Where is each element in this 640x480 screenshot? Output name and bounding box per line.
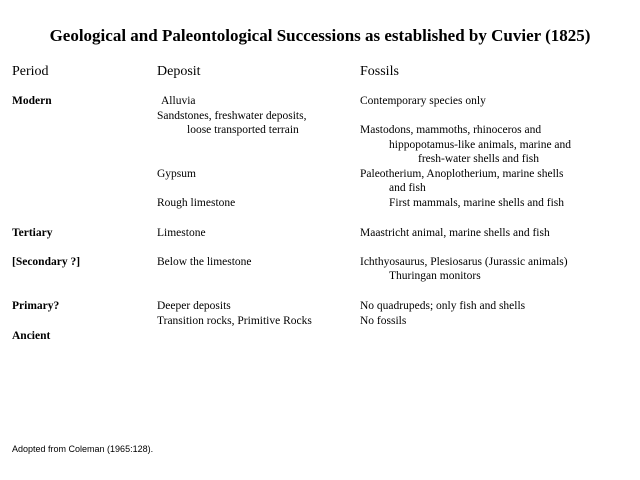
header-fossils: Fossils — [360, 64, 399, 79]
deposit-alluvia: Alluvia — [161, 95, 196, 107]
period-secondary: [Secondary ?] — [12, 256, 81, 268]
period-modern: Modern — [12, 95, 52, 107]
deposit-sandstones-line2: loose transported terrain — [187, 124, 299, 136]
deposit-transition: Transition rocks, Primitive Rocks — [157, 315, 312, 327]
fossil-maastricht: Maastricht animal, marine shells and fish — [360, 227, 550, 239]
fossil-none: No fossils — [360, 315, 407, 327]
fossil-ichthyosaurus-line2: Thuringan monitors — [389, 270, 481, 282]
period-ancient: Ancient — [12, 330, 51, 342]
fossil-ichthyosaurus-line1: Ichthyosaurus, Plesiosarus (Jurassic animals) — [360, 256, 568, 268]
deposit-limestone: Limestone — [157, 227, 206, 239]
page-title: Geological and Paleontological Successions as established by Cuvier (1825) — [49, 26, 591, 45]
deposit-below-limestone: Below the limestone — [157, 256, 252, 268]
fossil-paleotherium-line2: and fish — [389, 182, 426, 194]
deposit-gypsum: Gypsum — [157, 168, 196, 180]
deposit-sandstones-line1: Sandstones, freshwater deposits, — [157, 110, 307, 122]
fossil-no-quadrupeds: No quadrupeds; only fish and shells — [360, 300, 526, 312]
fossil-mastodons-line1: Mastodons, mammoths, rhinoceros and — [360, 124, 542, 136]
deposit-deeper: Deeper deposits — [157, 300, 231, 312]
deposit-rough-limestone: Rough limestone — [157, 197, 236, 209]
fossil-mastodons-line3: fresh-water shells and fish — [418, 153, 540, 165]
fossil-paleotherium-line1: Paleotherium, Anoplotherium, marine shells — [360, 168, 564, 180]
header-deposit: Deposit — [157, 64, 201, 79]
fossil-contemporary: Contemporary species only — [360, 95, 486, 107]
source-note: Adopted from Coleman (1965:128). — [12, 444, 154, 454]
fossil-first-mammals: First mammals, marine shells and fish — [389, 197, 565, 209]
header-period: Period — [12, 64, 49, 79]
period-primary: Primary? — [12, 300, 60, 312]
period-tertiary: Tertiary — [12, 227, 53, 239]
fossil-mastodons-line2: hippopotamus-like animals, marine and — [389, 139, 572, 151]
